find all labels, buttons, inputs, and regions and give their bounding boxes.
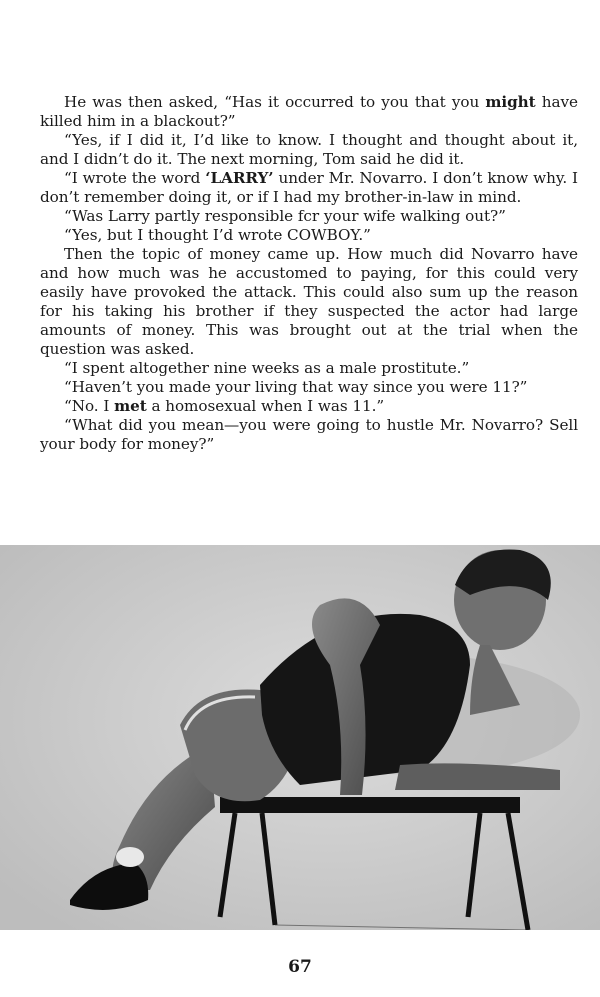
paragraph: “No. I met a homosexual when I was 11.” xyxy=(64,397,385,415)
paragraph: “What did you mean—you were going to hustle Mr. Novarro? Sell your body for money?” xyxy=(40,416,578,453)
paragraph: “Yes, if I did it, I’d like to know. I thought and thought about it, and I didn’t do it. The next morning, Tom said he did it. xyxy=(40,131,578,168)
paragraph: “Was Larry partly responsible fcr your wife walking out?” xyxy=(64,207,506,225)
paragraph: “Haven’t you made your living that way since you were 11?” xyxy=(64,378,528,396)
page-number: 67 xyxy=(288,957,312,977)
paragraph: “Yes, but I thought I’d wrote COWBOY.” xyxy=(64,226,371,244)
paragraph: “I spent altogether nine weeks as a male prostitute.” xyxy=(64,359,470,377)
paragraph: “I wrote the word ‘LARRY’ under Mr. Novarro. I don’t know why. I don’t remember doing it, or if I had my brother-in-law in mind. xyxy=(40,169,579,206)
photo-illustration xyxy=(0,545,600,930)
body-text xyxy=(40,93,578,454)
photograph xyxy=(0,545,600,930)
paragraph: He was then asked, “Has it occurred to you that you might have killed him in a blackout?” xyxy=(40,93,578,130)
paragraph: Then the topic of money came up. How much did Novarro have and how much was he accustomed to paying, for this could very easily have provoked the attack. This could also sum up the reason for his taking his brother if they suspected the actor had large amounts of money. This was brought out at the trial when the question was asked. xyxy=(40,245,578,358)
